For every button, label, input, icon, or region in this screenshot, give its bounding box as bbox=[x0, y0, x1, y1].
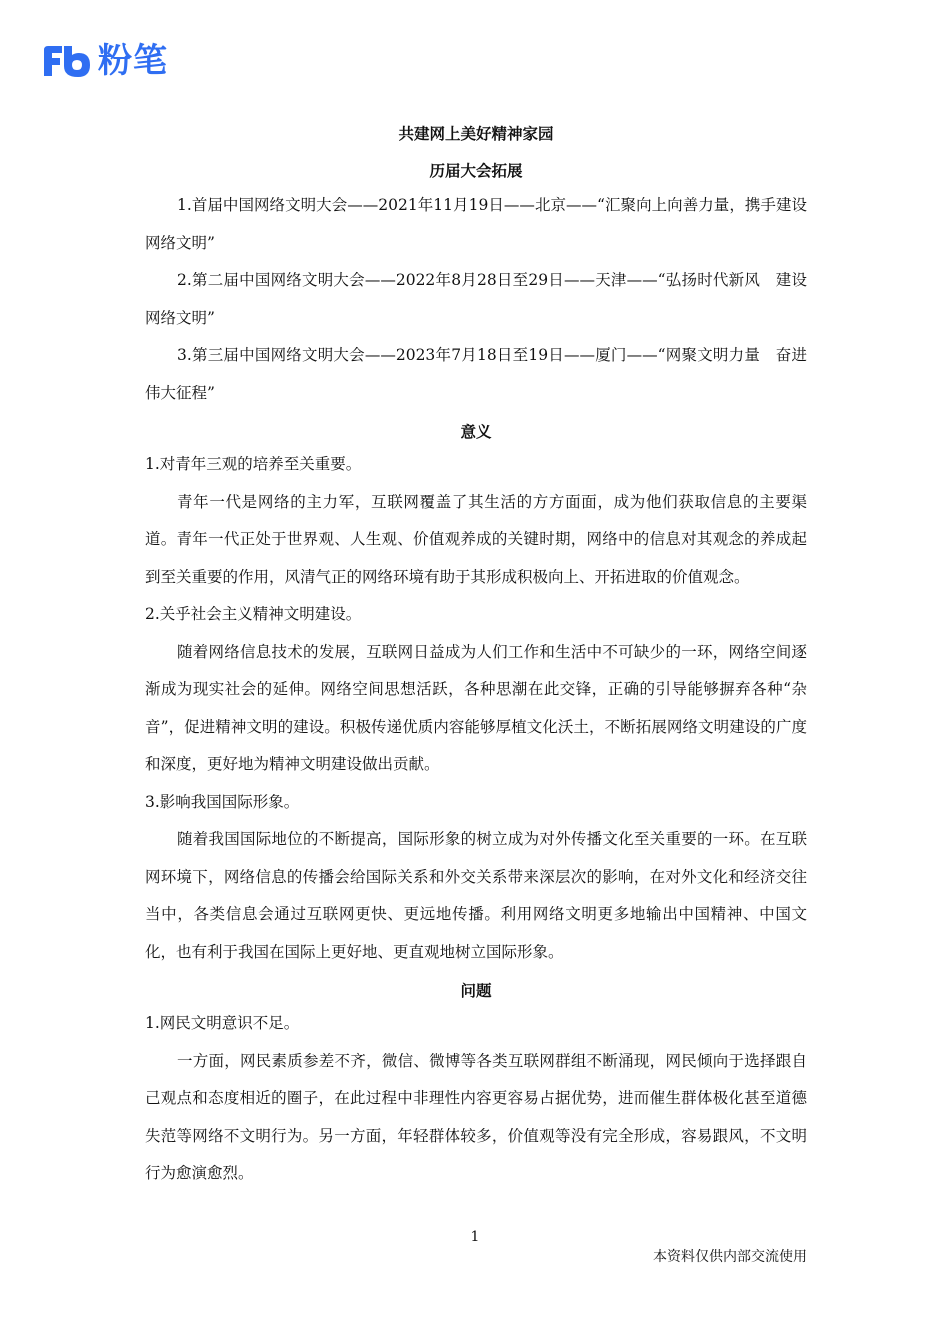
fb-logo-icon bbox=[42, 42, 92, 80]
document-body bbox=[145, 118, 807, 1193]
brand-logo bbox=[42, 40, 168, 82]
meaning-point-body: 随着网络信息技术的发展，互联网日益成为人们工作和生活中不可缺少的一环，网络空间逐渐成为现实社会的延伸。网络空间思想活跃，各种思潮在此交锋，正确的引导能够摒弃各种“杂音”，促进精神文明的建设。积极传递优质内容能够厚植文化沃土，不断拓展网络文明建设的广度和深度，更好地为精神文明建设做出贡献。 bbox=[145, 642, 807, 773]
history-heading: 历届大会拓展 bbox=[429, 162, 523, 180]
meaning-point-body: 随着我国国际地位的不断提高，国际形象的树立成为对外传播文化至关重要的一环。在互联网环境下，网络信息的传播会给国际关系和外交关系带来深层次的影响，在对外文化和经济交往当中，各类信息会通过互联网更快、更远地传播。利用网络文明更多地输出中国精神、中国文化，也有利于我国在国际上更好地、更直观地树立国际形象。 bbox=[145, 830, 807, 961]
brand-name: 粉笔 bbox=[98, 41, 168, 81]
meaning-point-title: 2.关乎社会主义精神文明建设。 bbox=[145, 605, 362, 623]
problem-point-title: 1.网民文明意识不足。 bbox=[145, 1014, 300, 1032]
meaning-point-title: 1.对青年三观的培养至关重要。 bbox=[145, 455, 362, 473]
problems-heading: 问题 bbox=[460, 982, 492, 1000]
history-item: 2.第二届中国网络文明大会——2022年8月28日至29日——天津——“弘扬时代新风 建设网络文明” bbox=[145, 271, 807, 327]
meaning-point-title: 3.影响我国国际形象。 bbox=[145, 792, 300, 811]
history-item: 1.首届中国网络文明大会——2021年11月19日——北京——“汇聚向上向善力量，携手建设网络文明” bbox=[145, 196, 807, 252]
problem-point-body: 一方面，网民素质参差不齐，微信、微博等各类互联网群组不断涌现，网民倾向于选择跟自己观点和态度相近的圈子，在此过程中非理性内容更容易占据优势，进而催生群体极化甚至道德失范等网络不文明行为。另一方面，年轻群体较多，价值观等没有完全形成，容易跟风，不文明行为愈演愈烈。 bbox=[145, 1051, 807, 1182]
page-title: 共建网上美好精神家园 bbox=[398, 125, 554, 143]
meaning-point-body: 青年一代是网络的主力军，互联网覆盖了其生活的方方面面，成为他们获取信息的主要渠道。青年一代正处于世界观、人生观、价值观养成的关键时期，网络中的信息对其观念的养成起到至关重要的作用，风清气正的网络环境有助于其形成积极向上、开拓进取的价值观念。 bbox=[145, 492, 807, 586]
page-number: 1 bbox=[470, 1229, 480, 1245]
footer-note: 本资料仅供内部交流使用 bbox=[653, 1249, 807, 1265]
meaning-heading: 意义 bbox=[460, 423, 492, 441]
history-item: 3.第三届中国网络文明大会——2023年7月18日至19日——厦门——“网聚文明力量 奋进伟大征程” bbox=[145, 346, 807, 402]
